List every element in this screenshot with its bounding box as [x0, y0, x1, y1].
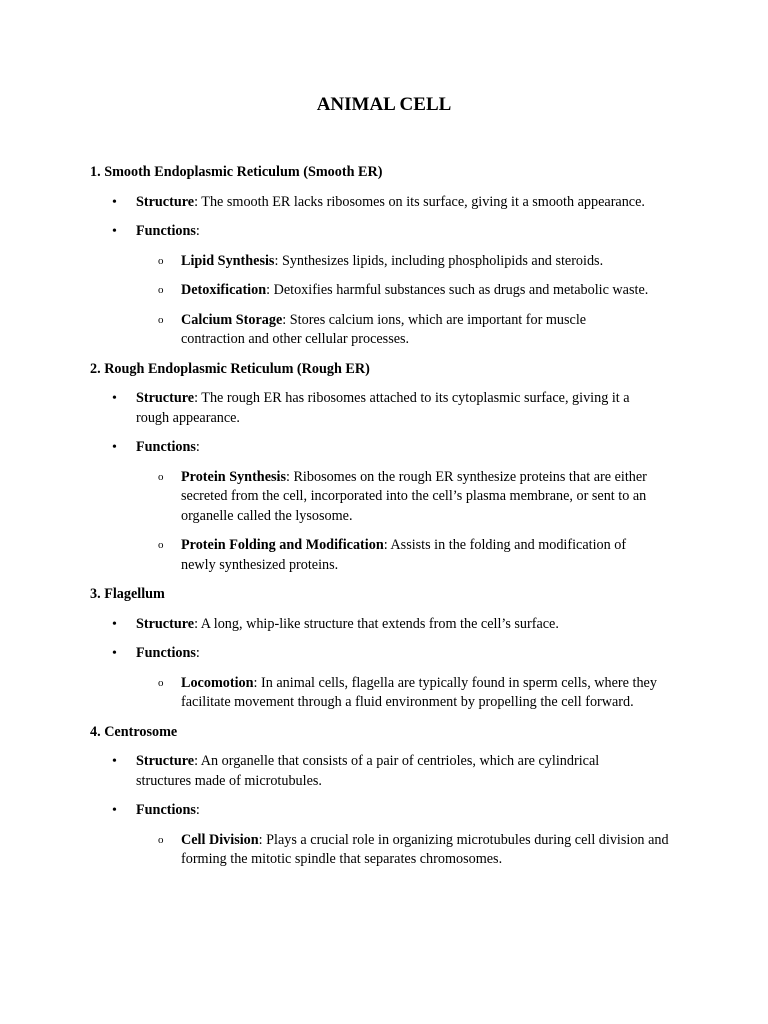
function-subitem — [90, 468, 690, 527]
functions-item — [90, 222, 690, 242]
bullet-icon: • — [112, 224, 117, 239]
functions-item — [90, 801, 690, 821]
circle-bullet-icon: o — [158, 313, 164, 326]
item-text: : — [195, 802, 200, 818]
circle-bullet-icon: o — [158, 833, 164, 846]
item-label: Structure — [136, 193, 195, 210]
item-label: Functions — [136, 645, 196, 661]
item-text: : The smooth ER lacks ribosomes on its surface, giving it a smooth appearance. — [194, 193, 645, 210]
item-label: Functions — [136, 223, 196, 239]
subitem-text: : Plays a crucial role in organizing microtubules during cell division and forming the mitotic spindle that separates chromosomes. — [181, 831, 669, 867]
bullet-icon: • — [112, 194, 117, 210]
item-text: : A long, whip-like structure that extends from the cell’s surface. — [194, 615, 559, 632]
section-centrosome — [90, 723, 690, 870]
item-text: : An organelle that consists of a pair of centrioles, which are cylindrical structures made of microtubules. — [136, 753, 600, 789]
function-subitem — [90, 311, 601, 350]
item-label: Structure — [136, 615, 195, 632]
function-subitem — [90, 831, 690, 870]
document-body — [90, 163, 690, 880]
section-heading: 2. Rough Endoplasmic Reticulum (Rough ER) — [90, 360, 370, 377]
bullet-icon: • — [112, 391, 117, 406]
subitem-label: Locomotion — [181, 674, 254, 691]
item-label: Structure — [136, 753, 195, 769]
circle-bullet-icon: o — [158, 470, 164, 483]
function-subitem — [90, 674, 661, 713]
section-heading: 3. Flagellum — [90, 586, 165, 602]
bullet-icon: • — [112, 754, 117, 769]
item-label: Functions — [136, 802, 196, 818]
bullet-icon: • — [112, 803, 117, 818]
page-title: ANIMAL CELL — [316, 94, 452, 115]
subitem-label: Lipid Synthesis — [181, 252, 275, 269]
subitem-text: : Ribosomes on the rough ER synthesize proteins that are either secreted from the cell, incorporated into the cell’s plasma membrane, or sent to an organelle called the lysosome. — [181, 468, 647, 524]
subitem-text: : Detoxifies harmful substances such as drugs and metabolic waste. — [266, 282, 649, 298]
bullet-icon: • — [112, 616, 117, 632]
circle-bullet-icon: o — [158, 539, 164, 551]
function-subitem — [90, 281, 690, 301]
section-heading: 4. Centrosome — [90, 723, 178, 740]
item-text: : The rough ER has ribosomes attached to its cytoplasmic surface, giving it a rough appearance. — [136, 390, 630, 426]
function-subitem — [90, 252, 690, 272]
subitem-text: : Synthesizes lipids, including phospholipids and steroids. — [274, 252, 604, 269]
item-label: Structure — [136, 390, 195, 406]
item-text: : — [195, 645, 200, 661]
circle-bullet-icon: o — [158, 284, 164, 296]
subitem-text: : Stores calcium ions, which are important for muscle contraction and other cellular processes. — [181, 311, 587, 347]
item-text: : — [195, 223, 200, 239]
structure-item — [90, 615, 690, 635]
subitem-label: Calcium Storage — [181, 311, 283, 328]
section-heading: 1. Smooth Endoplasmic Reticulum (Smooth ER) — [90, 164, 383, 180]
subitem-label: Cell Division — [181, 831, 259, 848]
circle-bullet-icon: o — [158, 254, 164, 267]
function-subitem — [90, 536, 651, 575]
subitem-label: Protein Synthesis — [181, 468, 286, 485]
bullet-icon: • — [112, 440, 117, 455]
structure-item — [90, 193, 690, 213]
bullet-icon: • — [112, 646, 117, 661]
subitem-label: Detoxification — [181, 282, 267, 298]
subitem-label: Protein Folding and Modification — [181, 537, 384, 553]
structure-item — [90, 389, 666, 428]
functions-item — [90, 644, 690, 664]
section-rough-er — [90, 360, 690, 576]
subitem-text: : Assists in the folding and modification of newly synthesized proteins. — [181, 537, 627, 573]
functions-item — [90, 438, 690, 458]
structure-item — [90, 752, 636, 791]
section-flagellum — [90, 585, 690, 713]
circle-bullet-icon: o — [158, 676, 164, 689]
section-smooth-er — [90, 163, 690, 350]
subitem-text: : In animal cells, flagella are typically found in sperm cells, where they facilitate movement through a fluid environment by propelling the cell forward. — [181, 674, 657, 710]
item-label: Functions — [136, 439, 196, 455]
item-text: : — [195, 439, 200, 455]
